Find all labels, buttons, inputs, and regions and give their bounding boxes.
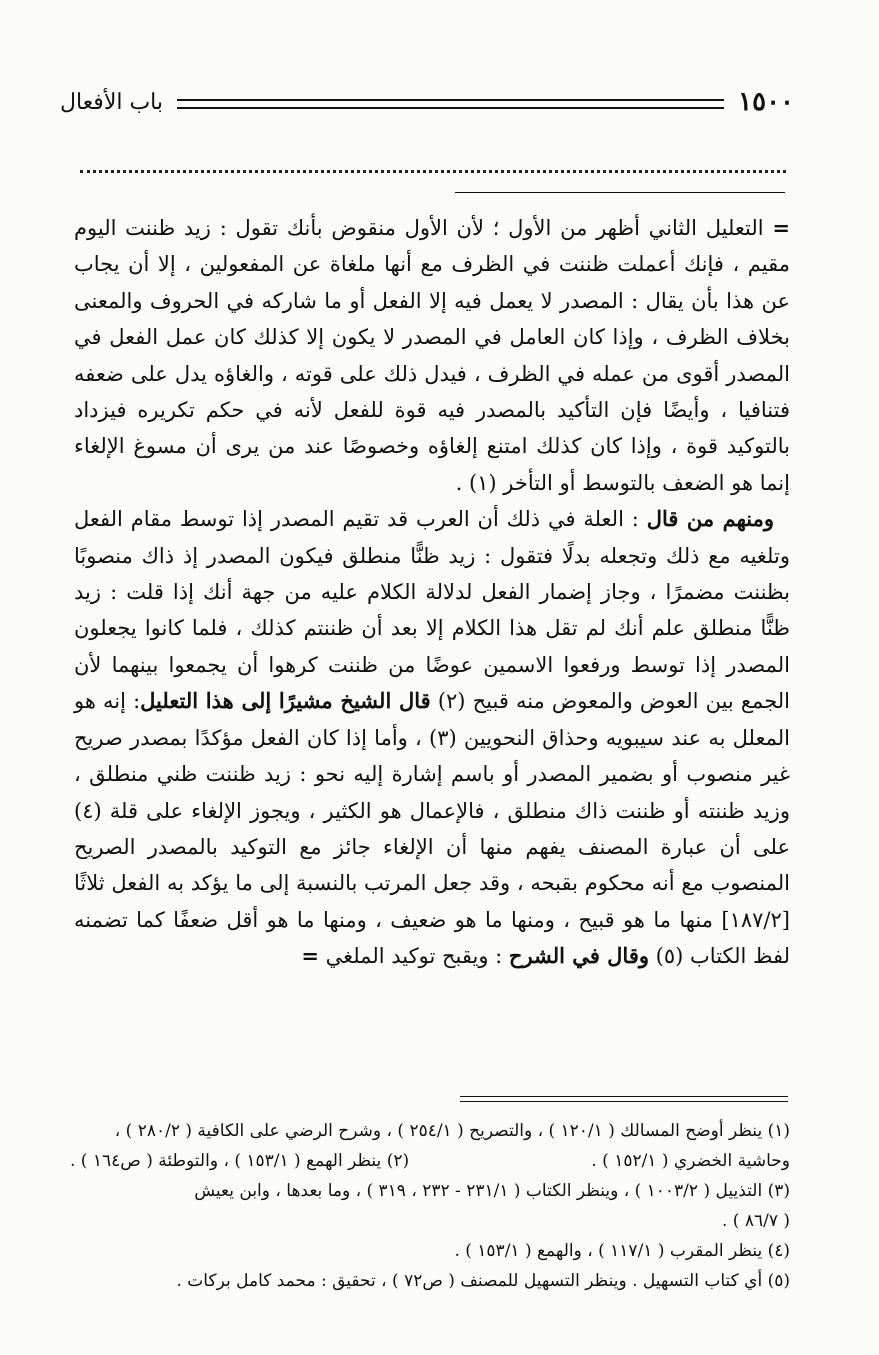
footnote-3a: (٣) التذييل ( ١٠٠٣/٢ ) ، وينظر الكتاب ( ٢٣١/١ - ٢٣٢ ، ٣١٩ ) ، وما بعدها ، وابن يعيش	[194, 1181, 790, 1201]
main-text	[74, 210, 790, 975]
continuation-mark-end: =	[301, 943, 319, 969]
footnote-1a: (١) ينظر أوضح المسالك ( ١٢٠/١ ) ، والتصريح ( ٢٥٤/١ ) ، وشرح الرضي على الكافية ( ٢٨٠/٢ ) ،	[114, 1121, 790, 1141]
paragraph-2-bold2: قال الشيخ مشيرًا إلى هذا التعليل	[140, 688, 431, 714]
footnotes	[70, 1116, 790, 1296]
paragraph-2-part1: : العلة في ذلك أن العرب قد تقيم المصدر إذا توسط مقام الفعل وتلغيه مع ذلك وتجعله بدلًا فتقول : زيد ظنًّا منطلق فيكون المصدر إذ ذاك منصوبًا بظننت مضمرًا ، وجاز إضمار الفعل لدلالة الكلام عليه من جهة أنك إذا قلت : زيد ظنًّا منطلق علم أنك لم تقل هذا الكلام إلا بعد أن ظننتم كذلك ، فلما كانوا يجعلون المصدر إذا توسط ورفعوا الاسمين عوضًا من ظننت كرهوا أن يجمعوا بينهما لأن الجمع بين العوض والمعوض منه قبيح (٢)	[74, 507, 790, 714]
footnote-row-2	[70, 1146, 790, 1176]
footnote-2: (٢) ينظر الهمع ( ١٥٣/١ ) ، والتوطئة ( ص١٦٤ ) .	[70, 1151, 410, 1171]
dotted-separator	[80, 150, 786, 173]
paragraph-2-part3: : ويقبح توكيد الملغي	[318, 944, 509, 969]
paragraph-2	[74, 501, 790, 974]
continuation-mark-start: =	[772, 215, 790, 240]
footnote-5: (٥) أي كتاب التسهيل . وينظر التسهيل للمصنف ( ص٧٢ ) ، تحقيق : محمد كامل بركات .	[176, 1271, 790, 1291]
page-number: ١٥٠٠	[738, 87, 794, 117]
paragraph-2-lead: ومنهم من قال	[646, 506, 774, 532]
page-header	[60, 82, 794, 122]
header-rule	[177, 99, 724, 109]
footnote-4: (٤) ينظر المقرب ( ١١٧/١ ) ، والهمع ( ١٥٣/١ ) .	[454, 1241, 790, 1261]
paragraph-2-bold3: وقال في الشرح	[508, 943, 649, 969]
continuation-rule	[455, 192, 785, 193]
footnote-rule	[460, 1096, 788, 1102]
footnote-3b: ( ٨٦/٧ ) .	[721, 1211, 790, 1231]
paragraph-2-part2: : إنه هو المعلل به عند سيبويه وحذاق النحويين (٣) ، وأما إذا كان الفعل مؤكدًا بمصدر صريح غير منصوب أو بضمير المصدر أو باسم إشارة إليه نحو : زيد ظننت ظني منطلق ، وزيد ظننته أو ظننت ذاك منطلق ، فالإعمال هو الكثير ، ويجوز الإلغاء على قلة (٤) على أن عبارة المصنف يفهم منها أن الإلغاء جائز مع التوكيد بالمصدر الصريح المنصوب مع أنه محكوم بقبحه ، وقد جعل المرتب بالنسبة إلى ما يؤكد به الفعل ثلاثًا [١٨٧/٢] منها ما هو قبيح ، ومنها ما هو ضعيف ، ومنها ما هو أقل ضعفًا كما تضمنه لفظ الكتاب (٥)	[74, 689, 790, 969]
chapter-title: باب الأفعال	[60, 89, 164, 115]
paragraph-1-text: التعليل الثاني أظهر من الأول ؛ لأن الأول منقوض بأنك تقول : زيد ظننت اليوم مقيم ، فإنك أعملت ظننت في الظرف مع أنها ملغاة عن المفعولين ، إلا أن يجاب عن هذا بأن يقال : المصدر لا يعمل فيه إلا الفعل أو ما شاركه في الحروف والمعنى بخلاف الظرف ، وإذا كان العامل في المصدر لا يكون إلا كذلك كان عمل الفعل في المصدر أقوى من عمله في الظرف ، فيدل ذلك على قوته ، والغاؤه يدل على ضعفه فتنافيا ، وأيضًا فإن التأكيد بالمصدر فيه قوة للفعل لأنه في حكم تكريره فيزداد بالتوكيد قوة ، وإذا كان كذلك امتنع إلغاؤه وخصوصًا عند من يرى أن مسوغ الإلغاء إنما هو الضعف بالتوسط أو التأخر (١) .	[74, 216, 790, 495]
paragraph-1	[74, 210, 790, 501]
footnote-1b: وحاشية الخضري ( ١٥٢/١ ) .	[591, 1151, 790, 1171]
